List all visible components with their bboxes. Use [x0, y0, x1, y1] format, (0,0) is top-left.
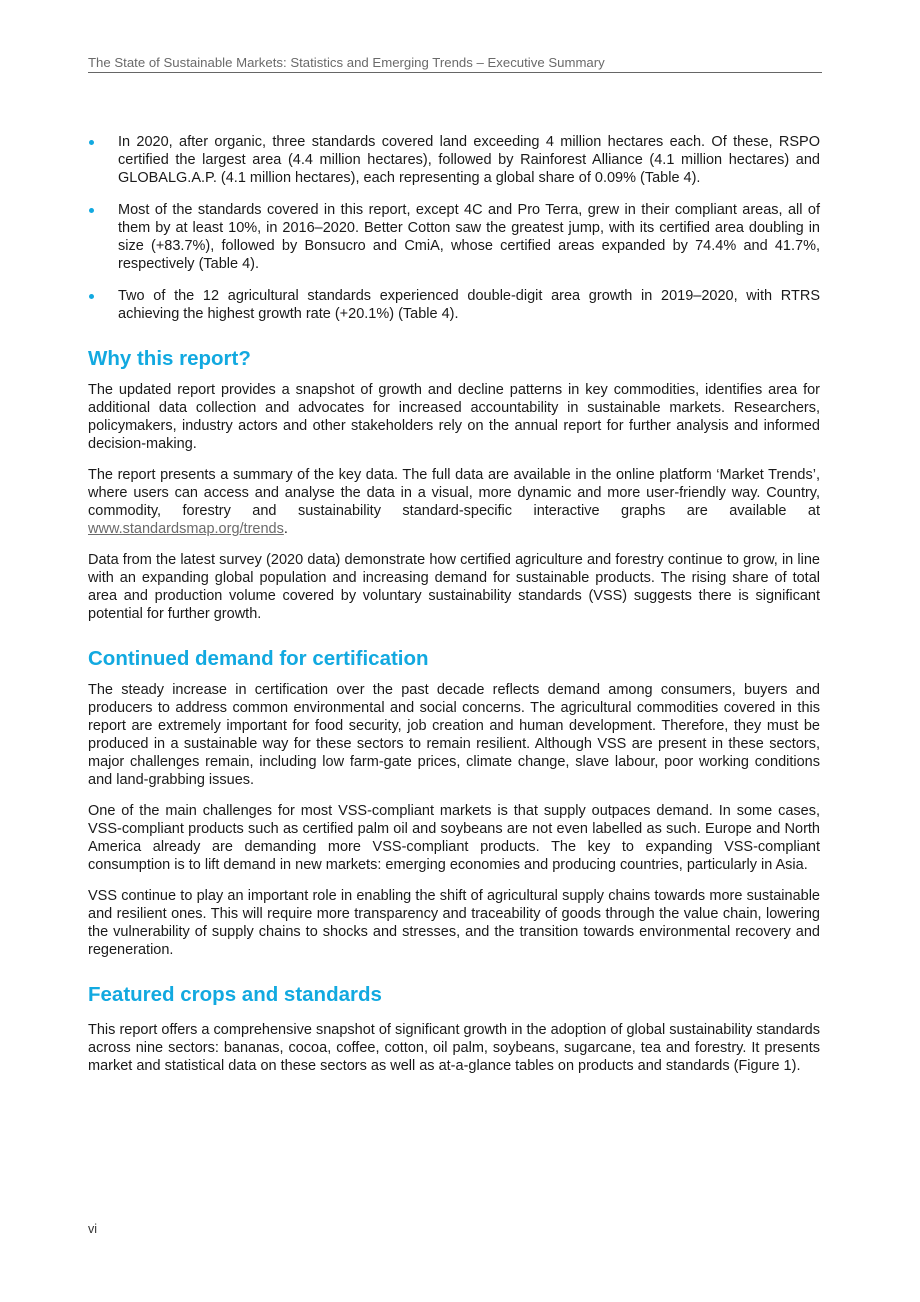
bullet-text: Most of the standards covered in this report, except 4C and Pro Terra, grew in their compliant areas, all of them by at least 10%, in 2016–2020. Better Cotton saw the greatest jump, with its certified area doubling in size (+83.7%), followed by Bonsucro and CmiA, whose certified areas expanded by 74.4% and 41.7%, respectively (Table 4).	[118, 202, 820, 272]
list-item	[88, 287, 820, 323]
demand-paragraph-1: The steady increase in certification over the past decade reflects demand among consumers, buyers and producers to address common environmental and social concerns. The agricultural commodities covered in this report are extremely important for food security, job creation and human development. Therefore, they must be produced in a sustainable way for these sectors to remain resilient. Although VSS are present in these sectors, major challenges remain, including low farm-gate prices, climate change, slave labour, poor working conditions and land-grabbing issues.	[88, 682, 820, 788]
bullet-text: In 2020, after organic, three standards covered land exceeding 4 million hectares each. Of these, RSPO certified the largest area (4.4 million hectares), followed by Rainforest Alliance (4.1 million hectares) and GLOBALG.A.P. (4.1 million hectares), each representing a global share of 0.09% (Table 4).	[118, 134, 820, 186]
section-heading-featured-crops: Featured crops and standards	[88, 983, 382, 1006]
bullet-icon	[89, 208, 94, 213]
demand-paragraph-2: One of the main challenges for most VSS-compliant markets is that supply outpaces demand. In some cases, VSS-compliant products such as certified palm oil and soybeans are not even labelled as such. Europe and North America already are demanding more VSS-compliant products. The key to expanding VSS-compliant consumption is to lift demand in new markets: emerging economies and producing countries, particularly in Asia.	[88, 803, 820, 873]
market-trends-link[interactable]: www.standardsmap.org/trends	[88, 521, 284, 537]
why-paragraph-3: Data from the latest survey (2020 data) demonstrate how certified agriculture and forestry continue to grow, in line with an expanding global population and increasing demand for sustainable products. The rising share of total area and production volume covered by voluntary sustainability standards (VSS) suggests there is significant potential for further growth.	[88, 552, 820, 622]
summary-bullet-list	[88, 133, 820, 323]
running-title: The State of Sustainable Markets: Statistics and Emerging Trends – Executive Summary	[88, 55, 605, 70]
demand-paragraph-3: VSS continue to play an important role in enabling the shift of agricultural supply chains towards more sustainable and resilient ones. This will require more transparency and traceability of goods through the value chain, lowering the vulnerability of supply chains to shocks and stresses, and the transition towards environmental recovery and regeneration.	[88, 888, 820, 958]
bullet-icon	[89, 294, 94, 299]
why-paragraph-2-text: The report presents a summary of the key data. The full data are available in the online platform ‘Market Trends’, where users can access and analyse the data in a visual, more dynamic and more user-friendly way. Country, commodity, forestry and sustainability standard-specific interactive graphs are available at	[88, 467, 820, 519]
why-paragraph-1: The updated report provides a snapshot of growth and decline patterns in key commodities, identifies area for additional data collection and advocates for increased accountability in sustainable markets. Researchers, policymakers, industry actors and other stakeholders rely on the annual report for further analysis and informed decision-making.	[88, 382, 820, 452]
section-heading-continued-demand: Continued demand for certification	[88, 647, 429, 670]
why-paragraph-2-end: .	[283, 521, 288, 537]
bullet-icon	[89, 140, 94, 145]
running-header	[88, 55, 822, 73]
bullet-text: Two of the 12 agricultural standards experienced double-digit area growth in 2019–2020, with RTRS achieving the highest growth rate (+20.1%) (Table 4).	[118, 288, 820, 322]
list-item	[88, 133, 820, 187]
why-paragraph-2	[88, 466, 820, 538]
page-number: vi	[88, 1222, 98, 1236]
page-content	[88, 133, 820, 1075]
list-item	[88, 201, 820, 273]
featured-paragraph-1: This report offers a comprehensive snapshot of significant growth in the adoption of global sustainability standards across nine sectors: bananas, cocoa, coffee, cotton, oil palm, soybeans, sugarcane, tea and forestry. It presents market and statistical data on these sectors as well as at-a-glance tables on products and standards (Figure 1).	[88, 1022, 820, 1074]
section-heading-why-this-report: Why this report?	[88, 347, 251, 370]
